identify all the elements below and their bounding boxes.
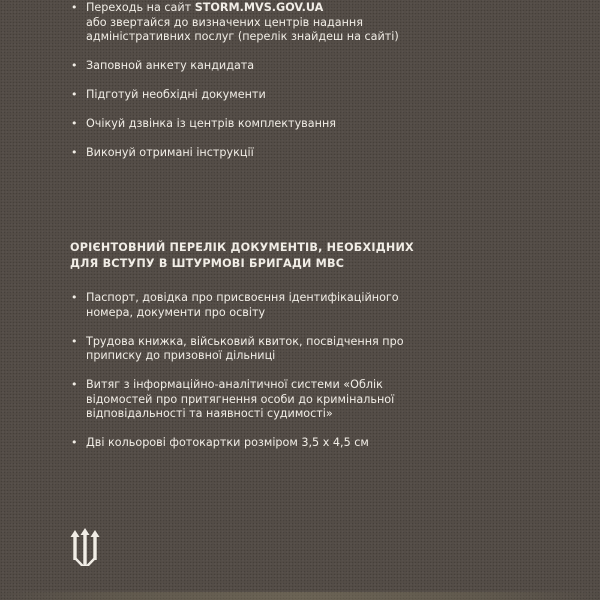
bullet: •	[71, 334, 78, 348]
step-text: Підготуй необхідні документи	[86, 88, 266, 101]
trident-arrows-icon	[70, 528, 100, 568]
list-item	[70, 291, 430, 320]
step-text: Переходь на сайт	[86, 1, 195, 14]
bullet: •	[71, 117, 78, 130]
bullet: •	[71, 1, 78, 14]
step-text: Очікуй дзвінка із центрів комплектування	[86, 117, 336, 130]
bullet: •	[71, 378, 78, 391]
step-text: Заповной анкету кандидата	[86, 59, 255, 72]
heading-line: ДЛЯ ВСТУПУ В ШТУРМОВІ БРИГАДИ МВС	[70, 256, 345, 270]
list-item	[70, 1, 430, 45]
step-text: адміністративних послуг (перелік знайдеш на сайті)	[86, 30, 399, 43]
doc-text: номера, документи про освіту	[86, 305, 266, 319]
steps-list	[70, 1, 430, 175]
bullet: •	[71, 436, 78, 449]
doc-text: Витяг з інформаційно-аналітичної системи «Облік	[86, 378, 383, 391]
decorative-band	[0, 592, 600, 600]
doc-text: приписку до призовної дільниці	[86, 349, 276, 362]
doc-text: Трудова книжка, військовий квиток, посвідчення про	[86, 334, 404, 348]
documents-list	[70, 291, 430, 465]
list-item	[70, 117, 430, 132]
bullet: •	[71, 146, 78, 159]
heading-line: ОРІЄНТОВНИЙ ПЕРЕЛІК ДОКУМЕНТІВ, НЕОБХІДНИХ	[70, 241, 414, 254]
list-item	[70, 146, 430, 161]
doc-text: Дві кольорові фотокартки розміром 3,5 х 4,5 см	[86, 436, 369, 449]
list-item	[70, 378, 430, 422]
bullet: •	[71, 291, 78, 304]
list-item	[70, 335, 430, 364]
doc-text: відомостей про притягнення особи до кримінальної	[86, 392, 395, 406]
documents-heading	[70, 240, 450, 271]
site-link[interactable]: STORM.MVS.GOV.UA	[194, 1, 324, 14]
bullet: •	[71, 59, 78, 72]
doc-text: відповідальності та наявності судимості»	[86, 407, 333, 420]
list-item	[70, 88, 430, 103]
list-item	[70, 59, 430, 74]
bullet: •	[71, 88, 78, 101]
step-text: Виконуй отримані інструкції	[86, 146, 254, 159]
doc-text: Паспорт, довідка про присвоєння ідентифікаційного	[86, 291, 399, 304]
list-item	[70, 436, 430, 451]
step-text: або звертайся до визначених центрів надання	[86, 15, 363, 29]
